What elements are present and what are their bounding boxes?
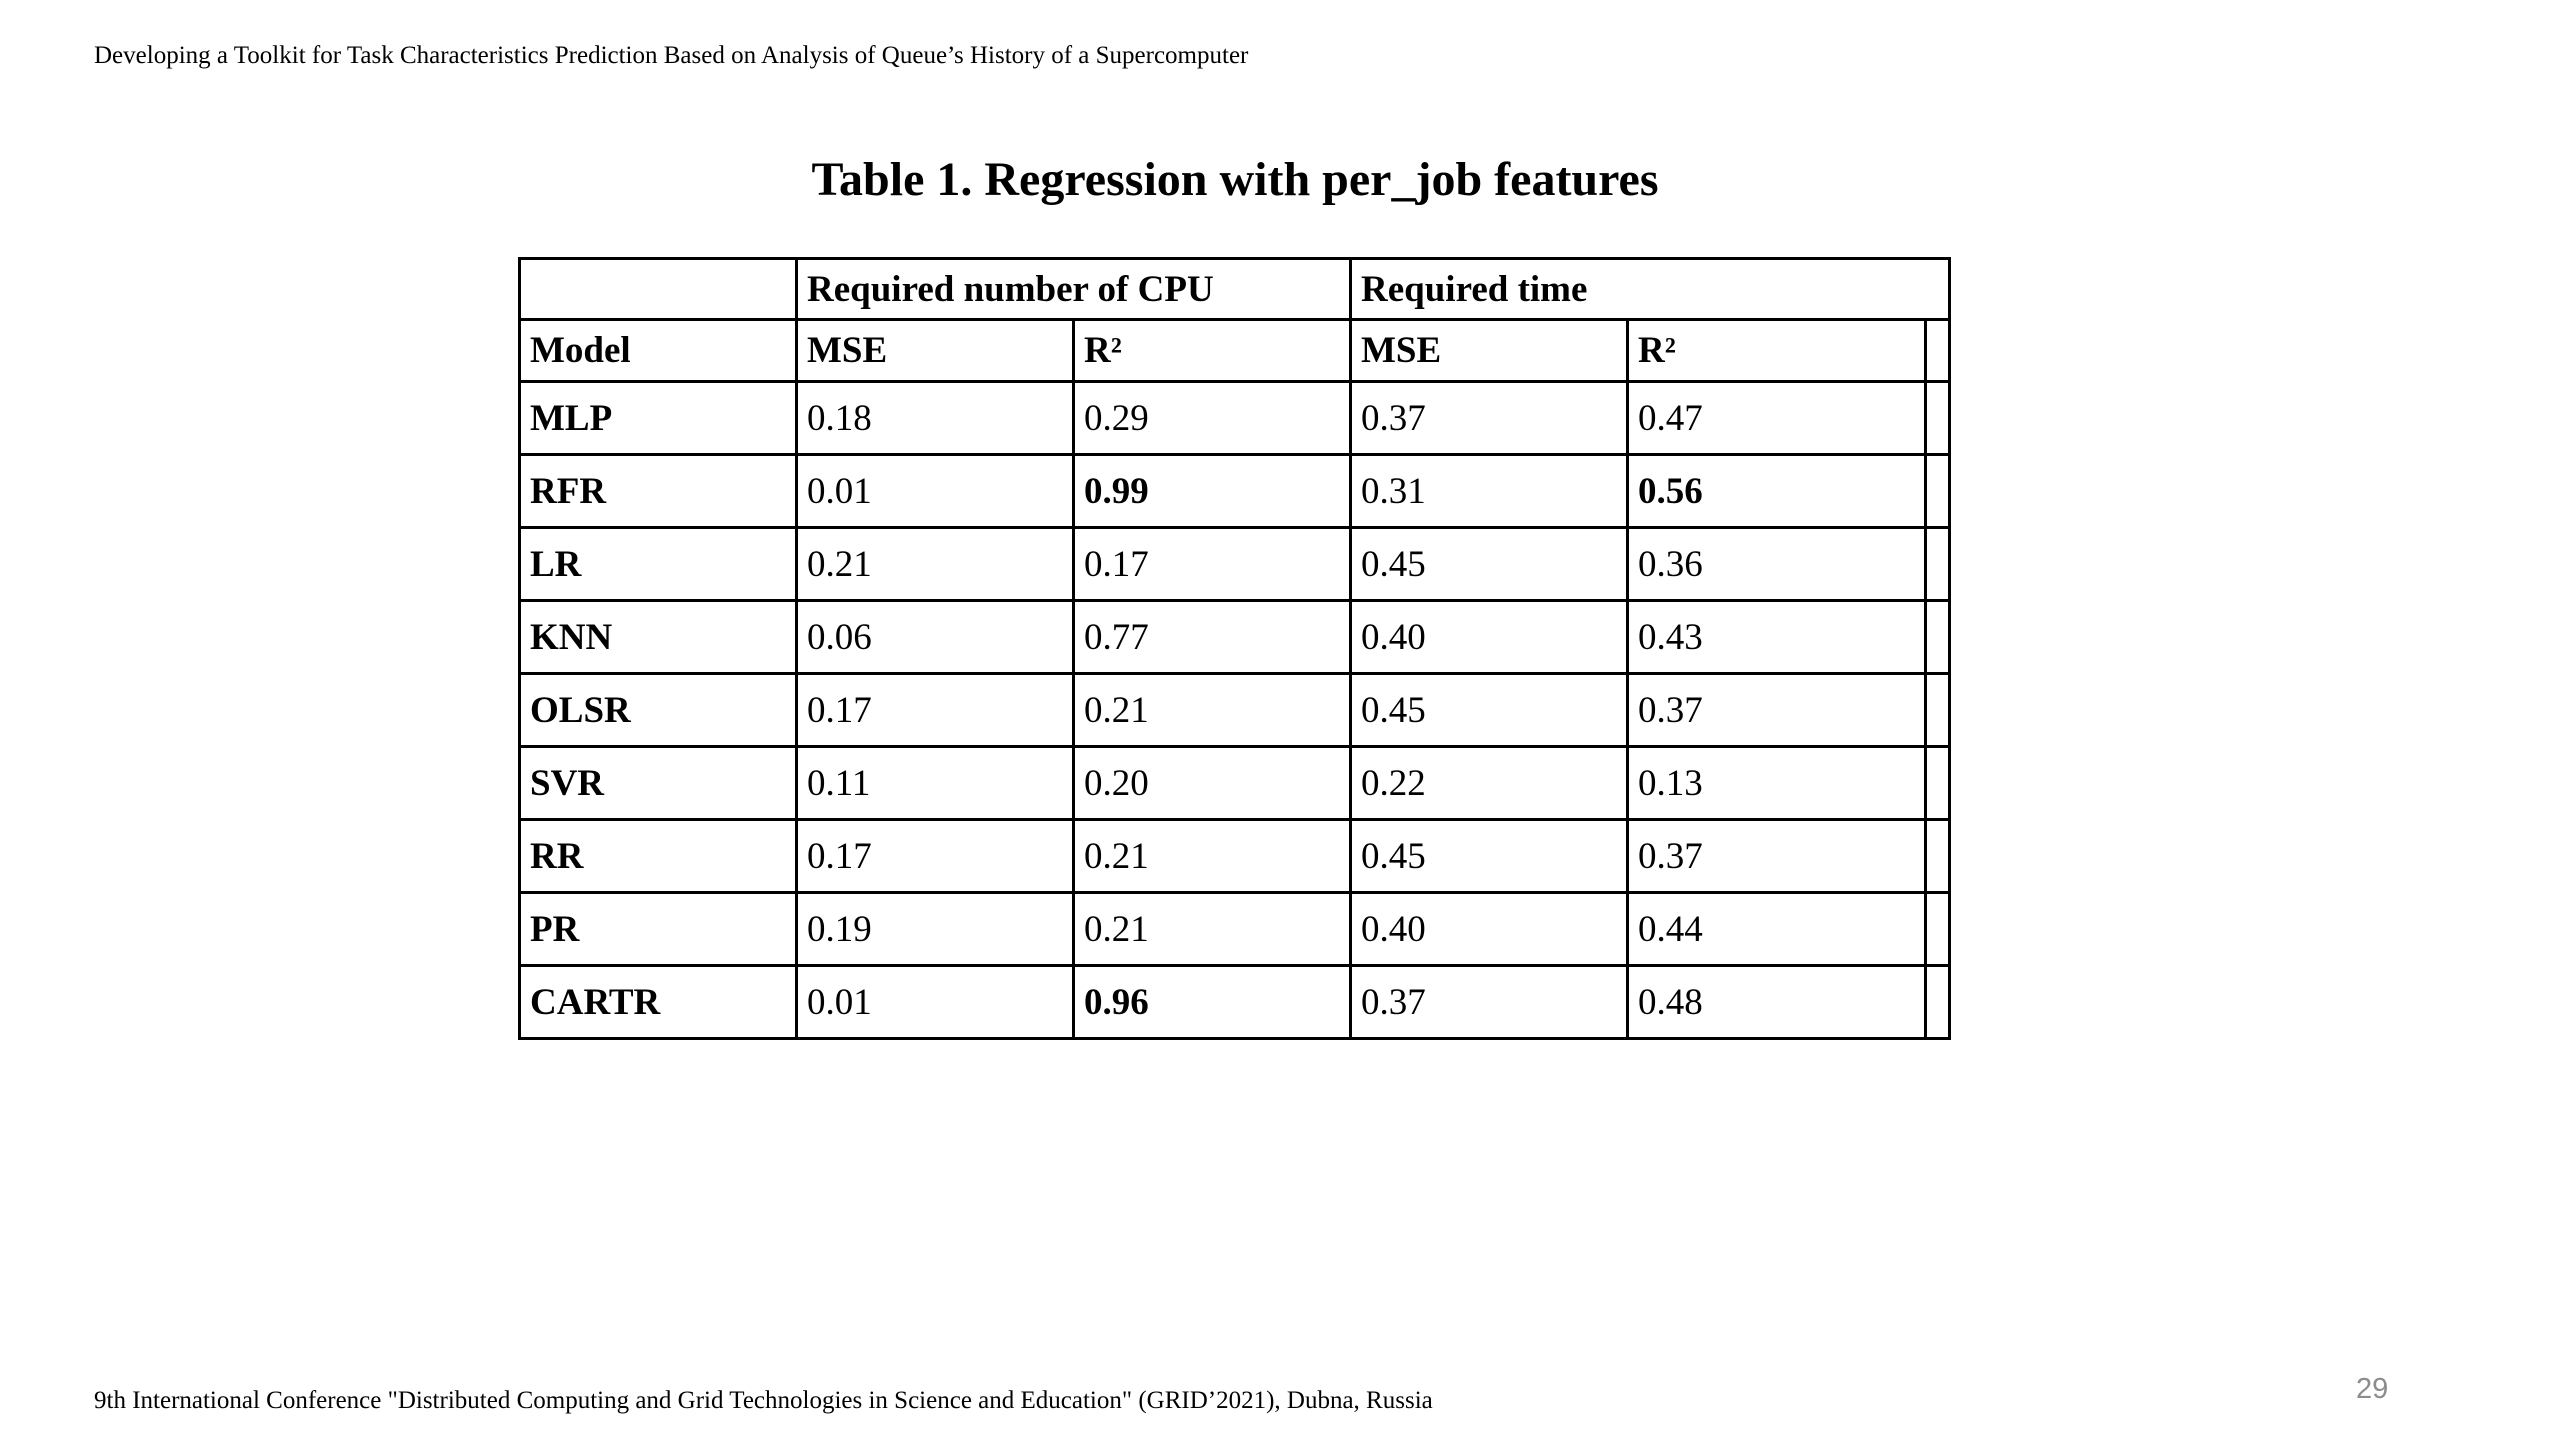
model-name-cell: OLSR xyxy=(520,674,797,747)
cell-cpu-r2: 0.21 xyxy=(1074,674,1351,747)
model-name-cell: RFR xyxy=(520,455,797,528)
cell-cpu-r2: 0.17 xyxy=(1074,528,1351,601)
page-number: 29 xyxy=(2356,1373,2389,1405)
cell-cpu-r2: 0.21 xyxy=(1074,820,1351,893)
column-header-time-mse: MSE xyxy=(1351,320,1628,382)
cell-time-r2: 0.13 xyxy=(1628,747,1926,820)
table-row xyxy=(520,455,1950,528)
model-name-cell: LR xyxy=(520,528,797,601)
cell-cpu-mse: 0.18 xyxy=(797,382,1074,455)
cell-time-r2: 0.47 xyxy=(1628,382,1926,455)
model-name-cell: PR xyxy=(520,893,797,966)
cell-time-r2: 0.44 xyxy=(1628,893,1926,966)
cell-cpu-r2: 0.20 xyxy=(1074,747,1351,820)
table-column-header-row xyxy=(520,320,1950,382)
model-name-cell: KNN xyxy=(520,601,797,674)
group-header-time: Required time xyxy=(1351,259,1950,320)
cell-cpu-mse: 0.01 xyxy=(797,966,1074,1039)
table-body xyxy=(520,259,1950,1039)
cell-time-r2: 0.43 xyxy=(1628,601,1926,674)
table-corner-cell xyxy=(520,259,797,320)
cell-time-mse: 0.22 xyxy=(1351,747,1628,820)
table-row xyxy=(520,601,1950,674)
cell-time-mse: 0.45 xyxy=(1351,820,1628,893)
model-name-cell: RR xyxy=(520,820,797,893)
cell-cpu-mse: 0.01 xyxy=(797,455,1074,528)
cell-time-mse: 0.37 xyxy=(1351,966,1628,1039)
model-name-cell: SVR xyxy=(520,747,797,820)
regression-results-table xyxy=(518,257,1951,1040)
table-gap-cell xyxy=(1926,320,1950,382)
table-gap-cell xyxy=(1926,747,1950,820)
cell-cpu-r2: 0.29 xyxy=(1074,382,1351,455)
table-group-header-row xyxy=(520,259,1950,320)
cell-cpu-r2: 0.96 xyxy=(1074,966,1351,1039)
cell-time-mse: 0.40 xyxy=(1351,893,1628,966)
table-caption: Table 1. Regression with per_job features xyxy=(811,153,1659,206)
cell-time-mse: 0.45 xyxy=(1351,674,1628,747)
cell-time-mse: 0.31 xyxy=(1351,455,1628,528)
table-gap-cell xyxy=(1926,674,1950,747)
column-header-time-r2: R² xyxy=(1628,320,1926,382)
cell-time-mse: 0.45 xyxy=(1351,528,1628,601)
table-row xyxy=(520,528,1950,601)
cell-time-mse: 0.40 xyxy=(1351,601,1628,674)
cell-cpu-r2: 0.99 xyxy=(1074,455,1351,528)
cell-time-r2: 0.36 xyxy=(1628,528,1926,601)
conference-footer: 9th International Conference "Distributed Computing and Grid Technologies in Science and Education" (GRID’2021), Dubna, Russia xyxy=(94,1387,1433,1414)
cell-cpu-mse: 0.06 xyxy=(797,601,1074,674)
column-header-model: Model xyxy=(520,320,797,382)
group-header-cpu: Required number of CPU xyxy=(797,259,1351,320)
table-gap-cell xyxy=(1926,893,1950,966)
cell-time-r2: 0.37 xyxy=(1628,820,1926,893)
table-gap-cell xyxy=(1926,528,1950,601)
slide-header-title: Developing a Toolkit for Task Characteristics Prediction Based on Analysis of Queue’s History of a Supercomputer xyxy=(94,42,1249,69)
table-gap-cell xyxy=(1926,455,1950,528)
column-header-cpu-mse: MSE xyxy=(797,320,1074,382)
cell-cpu-mse: 0.19 xyxy=(797,893,1074,966)
cell-time-r2: 0.37 xyxy=(1628,674,1926,747)
cell-cpu-mse: 0.17 xyxy=(797,820,1074,893)
table-gap-cell xyxy=(1926,382,1950,455)
table-gap-cell xyxy=(1926,601,1950,674)
table-row xyxy=(520,893,1950,966)
table-gap-cell xyxy=(1926,820,1950,893)
cell-cpu-mse: 0.17 xyxy=(797,674,1074,747)
cell-cpu-mse: 0.21 xyxy=(797,528,1074,601)
table-row xyxy=(520,674,1950,747)
cell-time-r2: 0.48 xyxy=(1628,966,1926,1039)
table-row xyxy=(520,382,1950,455)
table-row xyxy=(520,966,1950,1039)
table-gap-cell xyxy=(1926,966,1950,1039)
cell-cpu-r2: 0.21 xyxy=(1074,893,1351,966)
cell-time-r2: 0.56 xyxy=(1628,455,1926,528)
column-header-cpu-r2: R² xyxy=(1074,320,1351,382)
cell-cpu-r2: 0.77 xyxy=(1074,601,1351,674)
cell-cpu-mse: 0.11 xyxy=(797,747,1074,820)
model-name-cell: MLP xyxy=(520,382,797,455)
cell-time-mse: 0.37 xyxy=(1351,382,1628,455)
model-name-cell: CARTR xyxy=(520,966,797,1039)
table-row xyxy=(520,820,1950,893)
table-row xyxy=(520,747,1950,820)
